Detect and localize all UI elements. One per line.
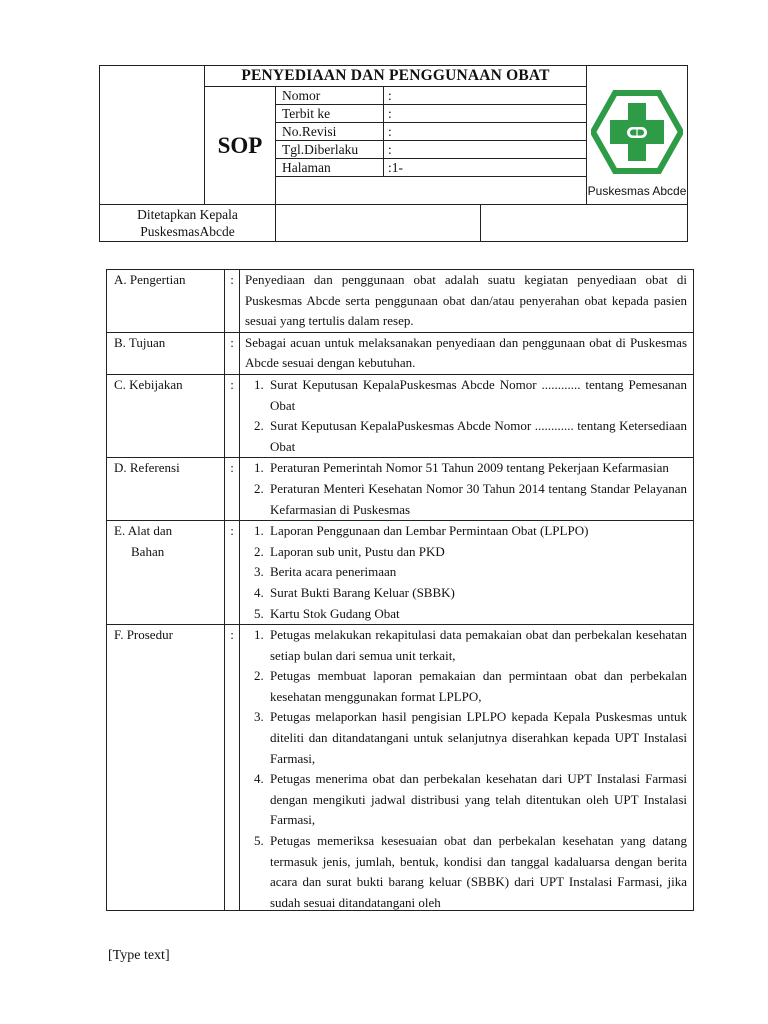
field-value-terbit: :	[384, 105, 587, 123]
sep-tujuan: :	[225, 332, 240, 374]
field-label-terbit: Terbit ke	[276, 105, 384, 123]
sop-label: SOP	[205, 87, 276, 205]
sep-referensi: :	[225, 458, 240, 521]
list-alat	[240, 521, 694, 625]
list-item: 4. Petugas menerima obat dan perbekalan kesehatan dari UPT Instalasi Farmasi dengan mengikuti jadwal distribusi yang telah ditentukan oleh UPT Instalasi Farmasi,	[267, 769, 687, 831]
list-item: 1. Petugas melakukan rekapitulasi data pemakaian obat dan perbekalan kesehatan setiap bulan dari semua unit terkait,	[267, 625, 687, 666]
list-item: 1. Laporan Penggunaan dan Lembar Permintaan Obat (LPLPO)	[267, 521, 687, 542]
field-label-tgl: Tgl.Diberlaku	[276, 141, 384, 159]
sop-header-table	[99, 65, 688, 242]
field-value-revisi: :	[384, 123, 587, 141]
list-item: 2. Surat Keputusan KepalaPuskesmas Abcde Nomor ............ tentang Ketersediaan Obat	[267, 416, 687, 457]
row-alat	[107, 521, 694, 625]
field-label-nomor: Nomor	[276, 87, 384, 105]
sep-pengertian: :	[225, 270, 240, 333]
field-value-nomor: :	[384, 87, 587, 105]
list-item: 4. Surat Bukti Barang Keluar (SBBK)	[267, 583, 687, 604]
row-referensi	[107, 458, 694, 521]
list-item: 1. Surat Keputusan KepalaPuskesmas Abcde Nomor ............ tentang Pemesanan Obat	[267, 375, 687, 416]
row-prosedur	[107, 625, 694, 911]
field-label-revisi: No.Revisi	[276, 123, 384, 141]
list-item: 5. Petugas memeriksa kesesuaian obat dan perbekalan kesehatan yang datang termasuk jenis, jumlah, bentuk, kondisi dan tanggal kadaluarsa dengan berita acara dan surat bukti barang keluar (SBBK) dari UPT Instalasi Farmasi, jika sudah sesuai ditandatangani oleh	[267, 831, 687, 910]
puskesmas-logo-icon	[591, 89, 683, 175]
label-referensi: D. Referensi	[107, 458, 225, 521]
text-pengertian: Penyediaan dan penggunaan obat adalah suatu kegiatan penyediaan obat di Puskesmas Abcde serta penggunaan obat dan/atau penyerahan obat kepada pasien sesuai yang tertulis dalam resep.	[240, 270, 694, 333]
row-kebijakan	[107, 374, 694, 457]
header-blank-cell	[100, 66, 205, 205]
row-tujuan	[107, 332, 694, 374]
list-referensi	[240, 458, 694, 521]
list-item: 5. Kartu Stok Gudang Obat	[267, 604, 687, 625]
row-pengertian	[107, 270, 694, 333]
field-value-tgl: :	[384, 141, 587, 159]
label-tujuan: B. Tujuan	[107, 332, 225, 374]
label-prosedur: F. Prosedur	[107, 625, 225, 911]
ditetapkan-line2: PuskesmasAbcde	[140, 224, 235, 239]
list-item: 3. Petugas melaporkan hasil pengisian LPLPO kepada Kepala Puskesmas untuk diteliti dan ditandatangani untuk selanjutnya diserahkan kepada UPT Instalasi Farmasi,	[267, 707, 687, 769]
list-item: 1. Peraturan Pemerintah Nomor 51 Tahun 2009 tentang Pekerjaan Kefarmasian	[267, 458, 687, 479]
document-title: PENYEDIAAN DAN PENGGUNAAN OBAT	[205, 66, 587, 87]
sep-kebijakan: :	[225, 374, 240, 457]
list-item: 3. Berita acara penerimaan	[267, 562, 687, 583]
field-value-halaman: :1-	[384, 159, 587, 177]
list-item: 2. Laporan sub unit, Pustu dan PKD	[267, 542, 687, 563]
logo-caption: Puskesmas Abcde	[587, 184, 687, 198]
list-item: 2. Peraturan Menteri Kesehatan Nomor 30 Tahun 2014 tentang Standar Pelayanan Kefarmasian di Puskesmas	[267, 479, 687, 520]
logo-cell	[587, 66, 688, 205]
footer-text: [Type text]	[108, 948, 170, 963]
label-alat-line2: Bahan	[131, 543, 165, 559]
stamp-cell	[481, 205, 688, 242]
signature-cell	[276, 205, 481, 242]
sop-content-table	[106, 269, 694, 911]
ditetapkan-line1: Ditetapkan Kepala	[137, 207, 238, 222]
list-item: 2. Petugas membuat laporan pemakaian dan permintaan obat dan perbekalan kesehatan menggunakan format LPLPO,	[267, 666, 687, 707]
label-alat-line1: E. Alat dan	[114, 523, 173, 539]
label-alat	[107, 521, 225, 625]
header-blank-row	[276, 177, 587, 205]
text-tujuan: Sebagai acuan untuk melaksanakan penyediaan dan penggunaan obat di Puskesmas Abcde sesuai dengan kebutuhan.	[240, 332, 694, 374]
ditetapkan-cell	[100, 205, 276, 242]
label-kebijakan: C. Kebijakan	[107, 374, 225, 457]
list-kebijakan	[240, 374, 694, 457]
sep-alat: :	[225, 521, 240, 625]
field-label-halaman: Halaman	[276, 159, 384, 177]
list-prosedur	[240, 625, 694, 911]
sep-prosedur: :	[225, 625, 240, 911]
label-pengertian: A. Pengertian	[107, 270, 225, 333]
